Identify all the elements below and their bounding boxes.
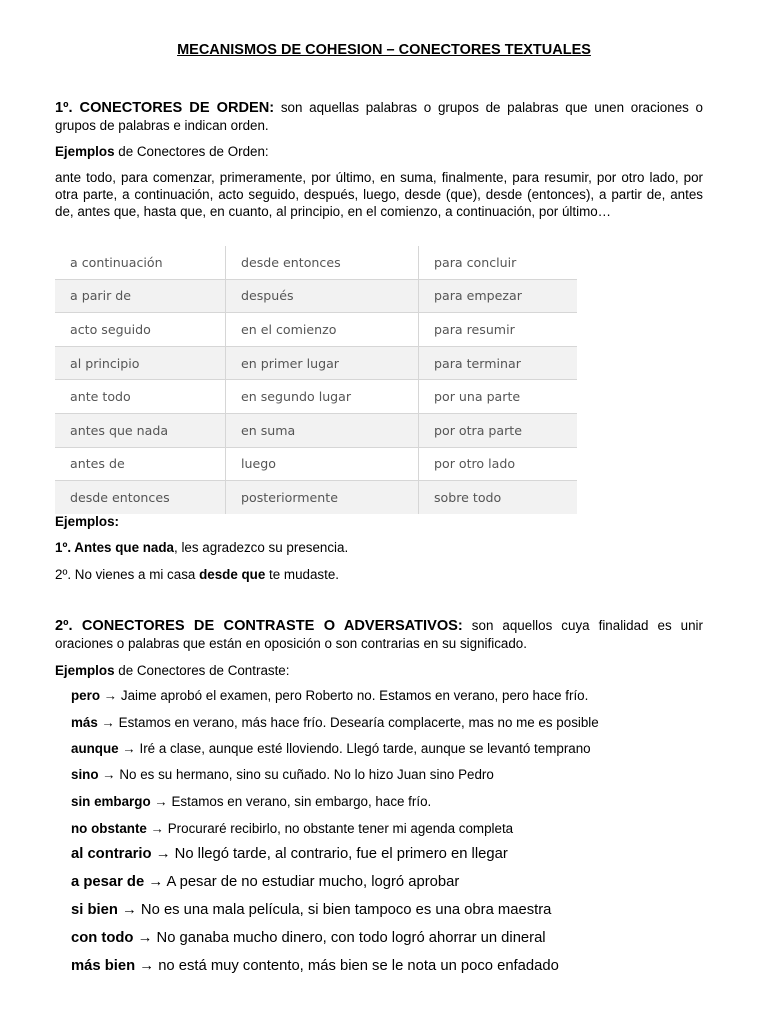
list-item	[71, 930, 546, 946]
document-title: MECANISMOS DE COHESION – CONECTORES TEXTUALES	[177, 42, 591, 58]
orden-examples-rest: de Conectores de Orden:	[114, 144, 269, 159]
table-cell: por otro lado	[419, 447, 578, 481]
arrow-icon: →	[122, 741, 136, 756]
table-cell: en el comienzo	[226, 313, 419, 347]
connector-term: con todo	[71, 930, 134, 946]
arrow-icon: →	[102, 767, 116, 782]
table-cell: antes de	[55, 447, 226, 481]
table-row	[55, 447, 577, 481]
table-cell: después	[226, 279, 419, 313]
orden-example-1	[55, 539, 703, 556]
connector-example: Iré a clase, aunque esté lloviendo. Llegó tarde, aunque se levantó temprano	[139, 741, 591, 756]
table-cell: posteriormente	[226, 481, 419, 514]
table-cell: luego	[226, 447, 419, 481]
contraste-examples-rest: de Conectores de Contraste:	[114, 663, 290, 678]
table-row	[55, 313, 577, 347]
arrow-icon: →	[150, 821, 165, 836]
table-row	[55, 481, 577, 514]
orden-connectors-list: ante todo, para comenzar, primeramente, por último, en suma, finalmente, para resumir, por otro lado, por otra parte, a continuación, acto seguido, después, luego, desde (que), desde (entonces), a partir de, antes de, antes que, hasta que, en cuanto, al principio, en el comienzo, a continuación, por último…	[55, 170, 703, 219]
contraste-examples-label: Ejemplos	[55, 663, 115, 678]
list-item	[71, 821, 513, 836]
table-cell: desde entonces	[226, 246, 419, 279]
connector-example: Jaime aprobó el examen, pero Roberto no. Estamos en verano, pero hace frío.	[120, 688, 589, 703]
connector-example: Procuraré recibirlo, no obstante tener mi agenda completa	[167, 821, 514, 836]
table-cell: ante todo	[55, 380, 226, 414]
arrow-icon: →	[101, 715, 115, 730]
table-cell: acto seguido	[55, 313, 226, 347]
orden-examples-intro	[55, 143, 703, 160]
connector-term: al contrario	[71, 846, 152, 862]
example-connector: desde que	[199, 567, 266, 582]
contraste-examples-intro	[55, 662, 703, 679]
list-item	[71, 958, 559, 974]
list-item	[71, 794, 431, 809]
arrow-icon: →	[137, 930, 153, 946]
list-item	[71, 688, 588, 703]
example-text: , les agradezco su presencia.	[174, 540, 349, 555]
orden-examples-label: Ejemplos	[55, 144, 115, 159]
table-cell: al principio	[55, 346, 226, 380]
connector-example: A pesar de no estudiar mucho, logró aprobar	[166, 874, 460, 890]
list-item	[71, 741, 591, 756]
orden-example-2	[55, 566, 703, 583]
arrow-icon: →	[103, 688, 118, 703]
connector-example: Estamos en verano, sin embargo, hace frío.	[171, 794, 432, 809]
table-cell: por otra parte	[419, 413, 578, 447]
connector-term: aunque	[71, 741, 119, 756]
table-cell: en primer lugar	[226, 346, 419, 380]
connector-term: no obstante	[71, 821, 147, 836]
arrow-icon: →	[148, 874, 164, 890]
table-cell: para terminar	[419, 346, 578, 380]
table-cell: para empezar	[419, 279, 578, 313]
table-row	[55, 380, 577, 414]
example-connector: Antes que nada	[74, 540, 175, 555]
contraste-heading: 2º. CONECTORES DE CONTRASTE O ADVERSATIVOS:	[55, 618, 463, 634]
arrow-icon: →	[122, 902, 137, 918]
table-cell: a continuación	[55, 246, 226, 279]
connector-example: No es su hermano, sino su cuñado. No lo hizo Juan sino Pedro	[119, 767, 494, 782]
list-item	[71, 902, 551, 918]
connector-term: más bien	[71, 958, 136, 974]
table-row	[55, 279, 577, 313]
connector-example: no está muy contento, más bien se le nota un poco enfadado	[158, 958, 559, 974]
list-item	[71, 846, 508, 862]
table-cell: antes que nada	[55, 413, 226, 447]
orden-connectors-table	[55, 246, 577, 514]
table-cell: sobre todo	[419, 481, 578, 514]
orden-definition-paragraph	[55, 99, 703, 134]
connector-term: pero	[71, 688, 101, 703]
list-item	[71, 874, 459, 890]
connector-example: No llegó tarde, al contrario, fue el primero en llegar	[174, 846, 508, 862]
connector-term: a pesar de	[71, 874, 145, 890]
example-text: 2º. No vienes a mi casa	[55, 567, 200, 582]
connector-term: sin embargo	[71, 794, 151, 809]
table-cell: a parir de	[55, 279, 226, 313]
table-cell: por una parte	[419, 380, 578, 414]
orden-definition: son aquellas palabras o grupos de palabras que unen oraciones o grupos de palabras e indican orden.	[55, 100, 703, 133]
table-cell: en segundo lugar	[226, 380, 419, 414]
example-text: te mudaste.	[265, 567, 340, 582]
orden-ejemplos-heading: Ejemplos:	[55, 514, 119, 529]
contraste-definition: son aquellos cuya finalidad es unir oraciones o palabras que están en oposición o son contrarias en su significado.	[55, 618, 703, 651]
arrow-icon: →	[154, 794, 168, 809]
connector-term: más	[71, 715, 98, 730]
orden-heading: 1º. CONECTORES DE ORDEN:	[55, 100, 275, 116]
arrow-icon: →	[139, 958, 155, 974]
connector-term: si bien	[71, 902, 118, 918]
list-item	[71, 767, 494, 782]
list-item	[71, 715, 599, 730]
table-row	[55, 346, 577, 380]
connector-term: sino	[71, 767, 99, 782]
table-cell: desde entonces	[55, 481, 226, 514]
connector-example: No ganaba mucho dinero, con todo logró ahorrar un dineral	[156, 930, 546, 946]
arrow-icon: →	[155, 846, 171, 862]
example-number: 1º.	[55, 540, 75, 555]
table-cell: para resumir	[419, 313, 578, 347]
table-cell: para concluir	[419, 246, 578, 279]
table-row	[55, 246, 577, 279]
connector-example: No es una mala película, si bien tampoco es una obra maestra	[140, 902, 552, 918]
connector-example: Estamos en verano, más hace frío. Desearía complacerte, mas no me es posible	[118, 715, 599, 730]
table-cell: en suma	[226, 413, 419, 447]
contraste-definition-paragraph	[55, 617, 703, 652]
table-row	[55, 413, 577, 447]
